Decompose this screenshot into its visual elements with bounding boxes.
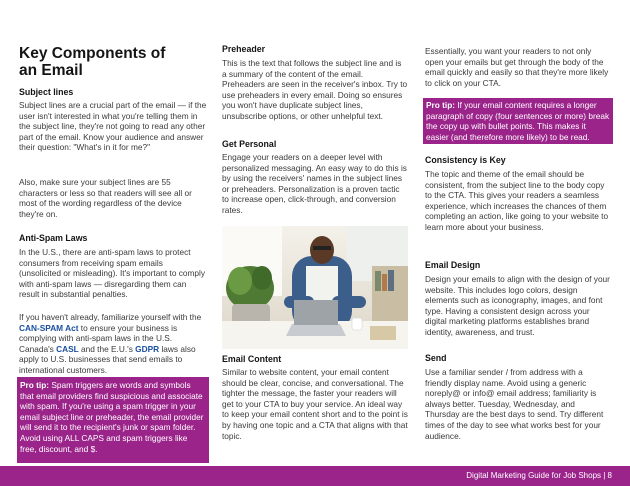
casl-link[interactable]: CASL	[56, 343, 79, 354]
get-personal-paragraph: Engage your readers on a deeper level with personalized messaging. An easy way to do this is by using the receivers' names in the subject lines or preheaders. Personalization is a proven tactic to increase open, click-through, and conversion rates.	[222, 152, 407, 215]
pro-tip-box-spam	[17, 377, 209, 463]
pro-tip-box-bullets	[423, 98, 613, 144]
consistency-heading: Consistency is Key	[425, 155, 506, 165]
footer-page-label: Digital Marketing Guide for Job Shops | 8	[466, 471, 612, 480]
pro-tip-text: If your email content requires a longer paragraph of copy (four sentences or more) break the copy up with bullet points. This makes it easier (and therefore more likely) to be read.	[426, 100, 610, 142]
email-design-paragraph: Design your emails to align with the design of your website. This includes logo colors, design elements such as iconography, images, and font type. Having a consistent design across your digital marketing platforms establishes brand identity, awareness, and trust.	[425, 274, 610, 337]
subject-lines-heading: Subject lines	[19, 87, 74, 97]
email-content-paragraph: Similar to website content, your email content should be clear, concise, and conversational. The tighter the message, the faster your readers will get to your CTA to buy your service. An ideal way to keep your email content short and to the point is by having one topic and a CTA that aligns with that topic.	[222, 367, 408, 441]
page-title: Key Components of an Email	[19, 45, 166, 79]
pro-tip-text: Spam triggers are words and symbols that email providers find suspicious and associate with spam. If you're using a spam trigger in your email subject line or preheader, the email provider will send it to the recipient's junk or spam folder. Avoid using ALL CAPS and spam triggers like free, discount, and $.	[20, 380, 204, 454]
send-paragraph: Use a familiar sender / from address with a friendly display name. Avoid using a generic noreply@ or info@ email address; familiarity is always better. Tuesday, Wednesday, and Thursday are the best days to send. Try different times of the day to see what works best for your audience.	[425, 367, 604, 441]
page-footer	[0, 466, 630, 486]
send-heading: Send	[425, 353, 447, 363]
get-personal-heading: Get Personal	[222, 139, 277, 149]
preheader-paragraph: This is the text that follows the subject line and is a summary of the content of the email. Preheaders are seen in the receiver's inbox. Try to use preheaders in every email. Doing so ensures you won't have duplicate subject lines, unsubscribe options, or other unhelpful text.	[222, 58, 408, 121]
anti-spam-heading: Anti-Spam Laws	[19, 233, 88, 243]
subject-lines-paragraph-2: Also, make sure your subject lines are 55 characters or less so that readers will see all or most of the wording regardless of the device they're on.	[19, 177, 192, 219]
pro-tip-label: Pro tip:	[20, 380, 50, 390]
preheader-heading: Preheader	[222, 44, 266, 54]
can-spam-act-link[interactable]: CAN-SPAM Act	[19, 322, 79, 333]
anti-spam-paragraph-2: If you haven't already, familiarize yourself with the CAN-SPAM Act to ensure your business is complying with anti-spam laws in the U.S. Canada's CASL and the E.U.'s GDPR laws also apply to U.S. businesses that send emails to international customers.	[19, 312, 202, 375]
subject-lines-paragraph-1: Subject lines are a crucial part of the email — if the user isn't interested in what you're telling them in the subject line, they're not going to read any other part of the email. Know your audience and answer their question: "What's in it for me?"	[19, 100, 207, 153]
email-design-heading: Email Design	[425, 260, 481, 270]
gdpr-link[interactable]: GDPR	[135, 343, 160, 354]
man-with-laptop-photo	[222, 226, 408, 349]
email-content-heading: Email Content	[222, 354, 282, 364]
anti-spam-paragraph-1: In the U.S., there are anti-spam laws to protect consumers from receiving spam emails (unsolicited or misleading). It's important to comply with anti-spam laws — disregarding them can result in substantial penalties.	[19, 247, 206, 300]
cta-intro-paragraph: Essentially, you want your readers to not only open your emails but get through the body of the email quickly and easily so that they're more likely to click on your CTA.	[425, 46, 609, 88]
pro-tip-label: Pro tip:	[426, 100, 456, 110]
consistency-paragraph: The topic and theme of the email should be consistent, from the subject line to the body copy to the CTA. This gives your readers a seamless experience, which increases the chances of them completing an action, like going to your website to learn more about your business.	[425, 169, 609, 232]
